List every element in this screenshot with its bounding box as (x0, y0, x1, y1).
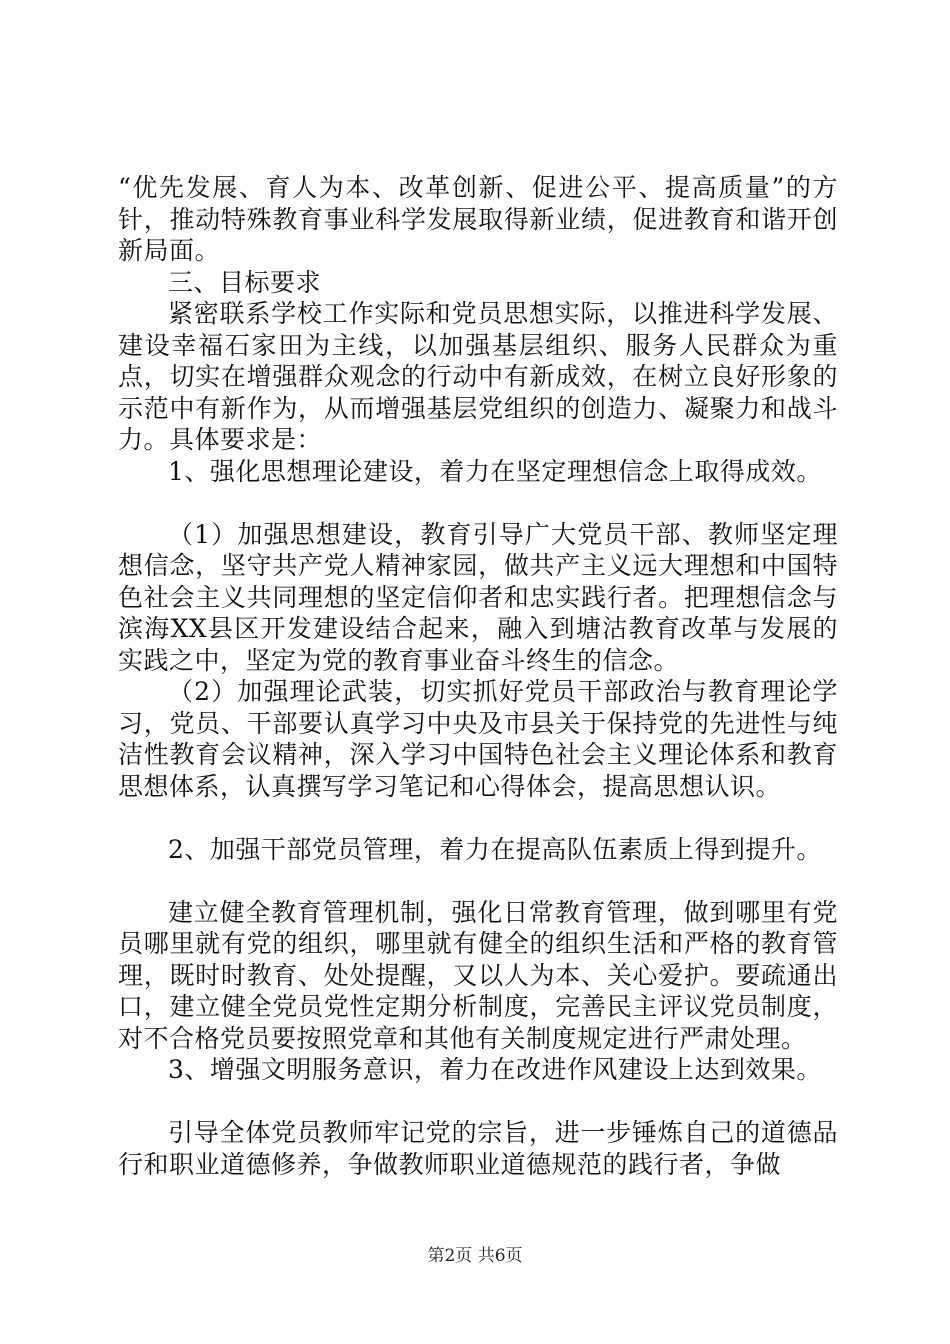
subheading-service-awareness: 3、增强文明服务意识，着力在改进作风建设上达到效果。 (168, 1055, 822, 1084)
paragraph-management-mechanism: 建立健全教育管理机制，强化日常教育管理，做到哪里有党员哪里就有党的组织，哪里就有健全的组织生活和严格的教育管理，既时时教育、处处提醒，又以人为本、关心爱护。要疏通出口，建立健全党员党性定期分析制度，完善民主评议党员制度，对不合格党员要按照党章和其他有关制度规定进行严肃处理。 (118, 897, 838, 1053)
page-footer: 第2页 共6页 (427, 1246, 523, 1266)
subheading-member-management: 2、加强干部党员管理，着力在提高队伍素质上得到提升。 (168, 834, 822, 864)
document-body (118, 172, 838, 1180)
subheading-theory-building: 1、强化思想理论建设，着力在坚定理想信念上取得成效。 (168, 456, 822, 486)
spacer (118, 865, 838, 897)
paragraph-policy-continuation: “优先发展、育人为本、改革创新、促进公平、提高质量”的方针，推动特殊教育事业科学发展取得新业绩，促进教育和谐开创新局面。 (118, 173, 838, 265)
spacer (118, 487, 838, 519)
paragraph-goals-intro: 紧密联系学校工作实际和党员思想实际，以推进科学发展、建设幸福石家田为主线，以加强基层组织、服务人民群众为重点，切实在增强群众观念的行动中有新成效，在树立良好形象的示范中有新作为，从而增强基层党组织的创造力、凝聚力和战斗力。具体要求是： (118, 299, 838, 454)
spacer (118, 802, 838, 834)
section-heading-goals: 三、目标要求 (168, 267, 322, 297)
paragraph-item-2: （2）加强理论武装，切实抓好党员干部政治与教育理论学习，党员、干部要认真学习中央及市县关于保持党的先进性与纯洁性教育会议精神，深入学习中国特色社会主义理论体系和教育思想体系，认真撰写学习笔记和心得体会，提高思想认识。 (118, 677, 838, 801)
paragraph-teacher-ethics: 引导全体党员教师牢记党的宗旨，进一步锤炼自己的道德品行和职业道德修养，争做教师职业道德规范的践行者，争做 (118, 1118, 838, 1179)
paragraph-item-1: （1）加强思想建设，教育引导广大党员干部、教师坚定理想信念，坚守共产党人精神家园，做共产主义远大理想和中国特色社会主义共同理想的坚定信仰者和忠实践行者。把理想信念与滨海XX县区开发建设结合起来，融入到塘沽教育改革与发展的实践之中，坚定为党的教育事业奋斗终生的信念。 (118, 519, 838, 675)
spacer (118, 1086, 838, 1118)
